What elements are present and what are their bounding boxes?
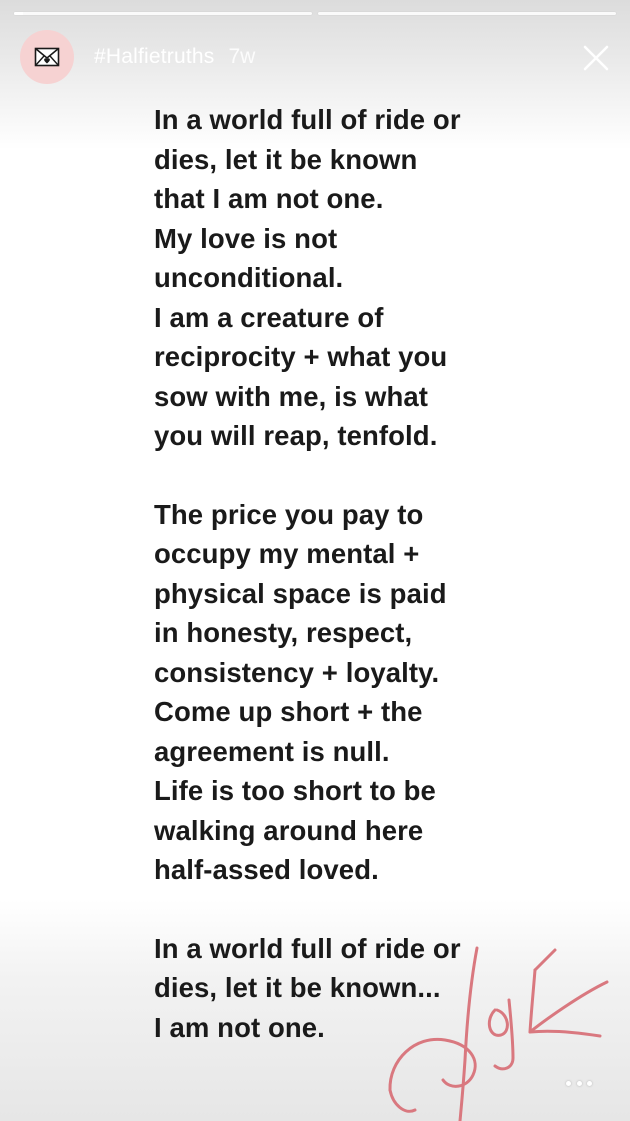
progress-segment — [318, 12, 616, 15]
progress-segment — [14, 12, 312, 15]
text-line: reciprocity + what you — [154, 341, 448, 372]
more-options-button[interactable] — [566, 1078, 592, 1088]
close-button[interactable] — [582, 44, 610, 72]
avatar[interactable] — [20, 30, 74, 84]
story-paragraph — [154, 100, 614, 456]
text-line: My love is not — [154, 222, 338, 254]
story-header — [20, 30, 255, 84]
text-line: consistency + loyalty. — [154, 656, 440, 688]
text-line: agreement is null. — [154, 735, 390, 767]
text-line: The price you pay to — [154, 498, 424, 530]
text-line: sow with me, is what — [154, 380, 428, 412]
text-line: Come up short + the — [154, 696, 423, 727]
text-line: you will reap, tenfold. — [154, 420, 438, 451]
more-dot — [577, 1081, 582, 1086]
text-line: I am not one. — [154, 1011, 325, 1043]
more-dot — [587, 1081, 592, 1086]
close-icon — [582, 44, 610, 72]
text-line: I am a creature of — [154, 301, 384, 333]
story-timestamp: 7w — [228, 45, 256, 68]
story-text — [154, 100, 614, 1086]
text-line: In a world full of ride or — [154, 104, 461, 135]
story-paragraph — [154, 495, 614, 890]
envelope-heart-icon — [34, 46, 60, 68]
handwritten-signature — [385, 940, 615, 1121]
text-line: Life is too short to be — [154, 775, 436, 806]
story-progress — [14, 12, 616, 15]
story-username[interactable]: #Halfietruths — [94, 45, 215, 68]
text-line: unconditional. — [154, 262, 344, 293]
text-line: half-assed loved. — [154, 854, 379, 885]
text-line: physical space is paid — [154, 577, 447, 609]
more-dot — [566, 1081, 571, 1086]
text-line: dies, let it be known — [154, 143, 418, 175]
text-line: that I am not one. — [154, 183, 384, 214]
text-line: in honesty, respect, — [154, 617, 413, 648]
text-line: In a world full of ride or — [154, 932, 461, 964]
progress-fill — [14, 12, 23, 15]
text-line: dies, let it be known... — [154, 972, 441, 1003]
text-line: walking around here — [154, 814, 424, 846]
text-line: occupy my mental + — [154, 538, 420, 569]
